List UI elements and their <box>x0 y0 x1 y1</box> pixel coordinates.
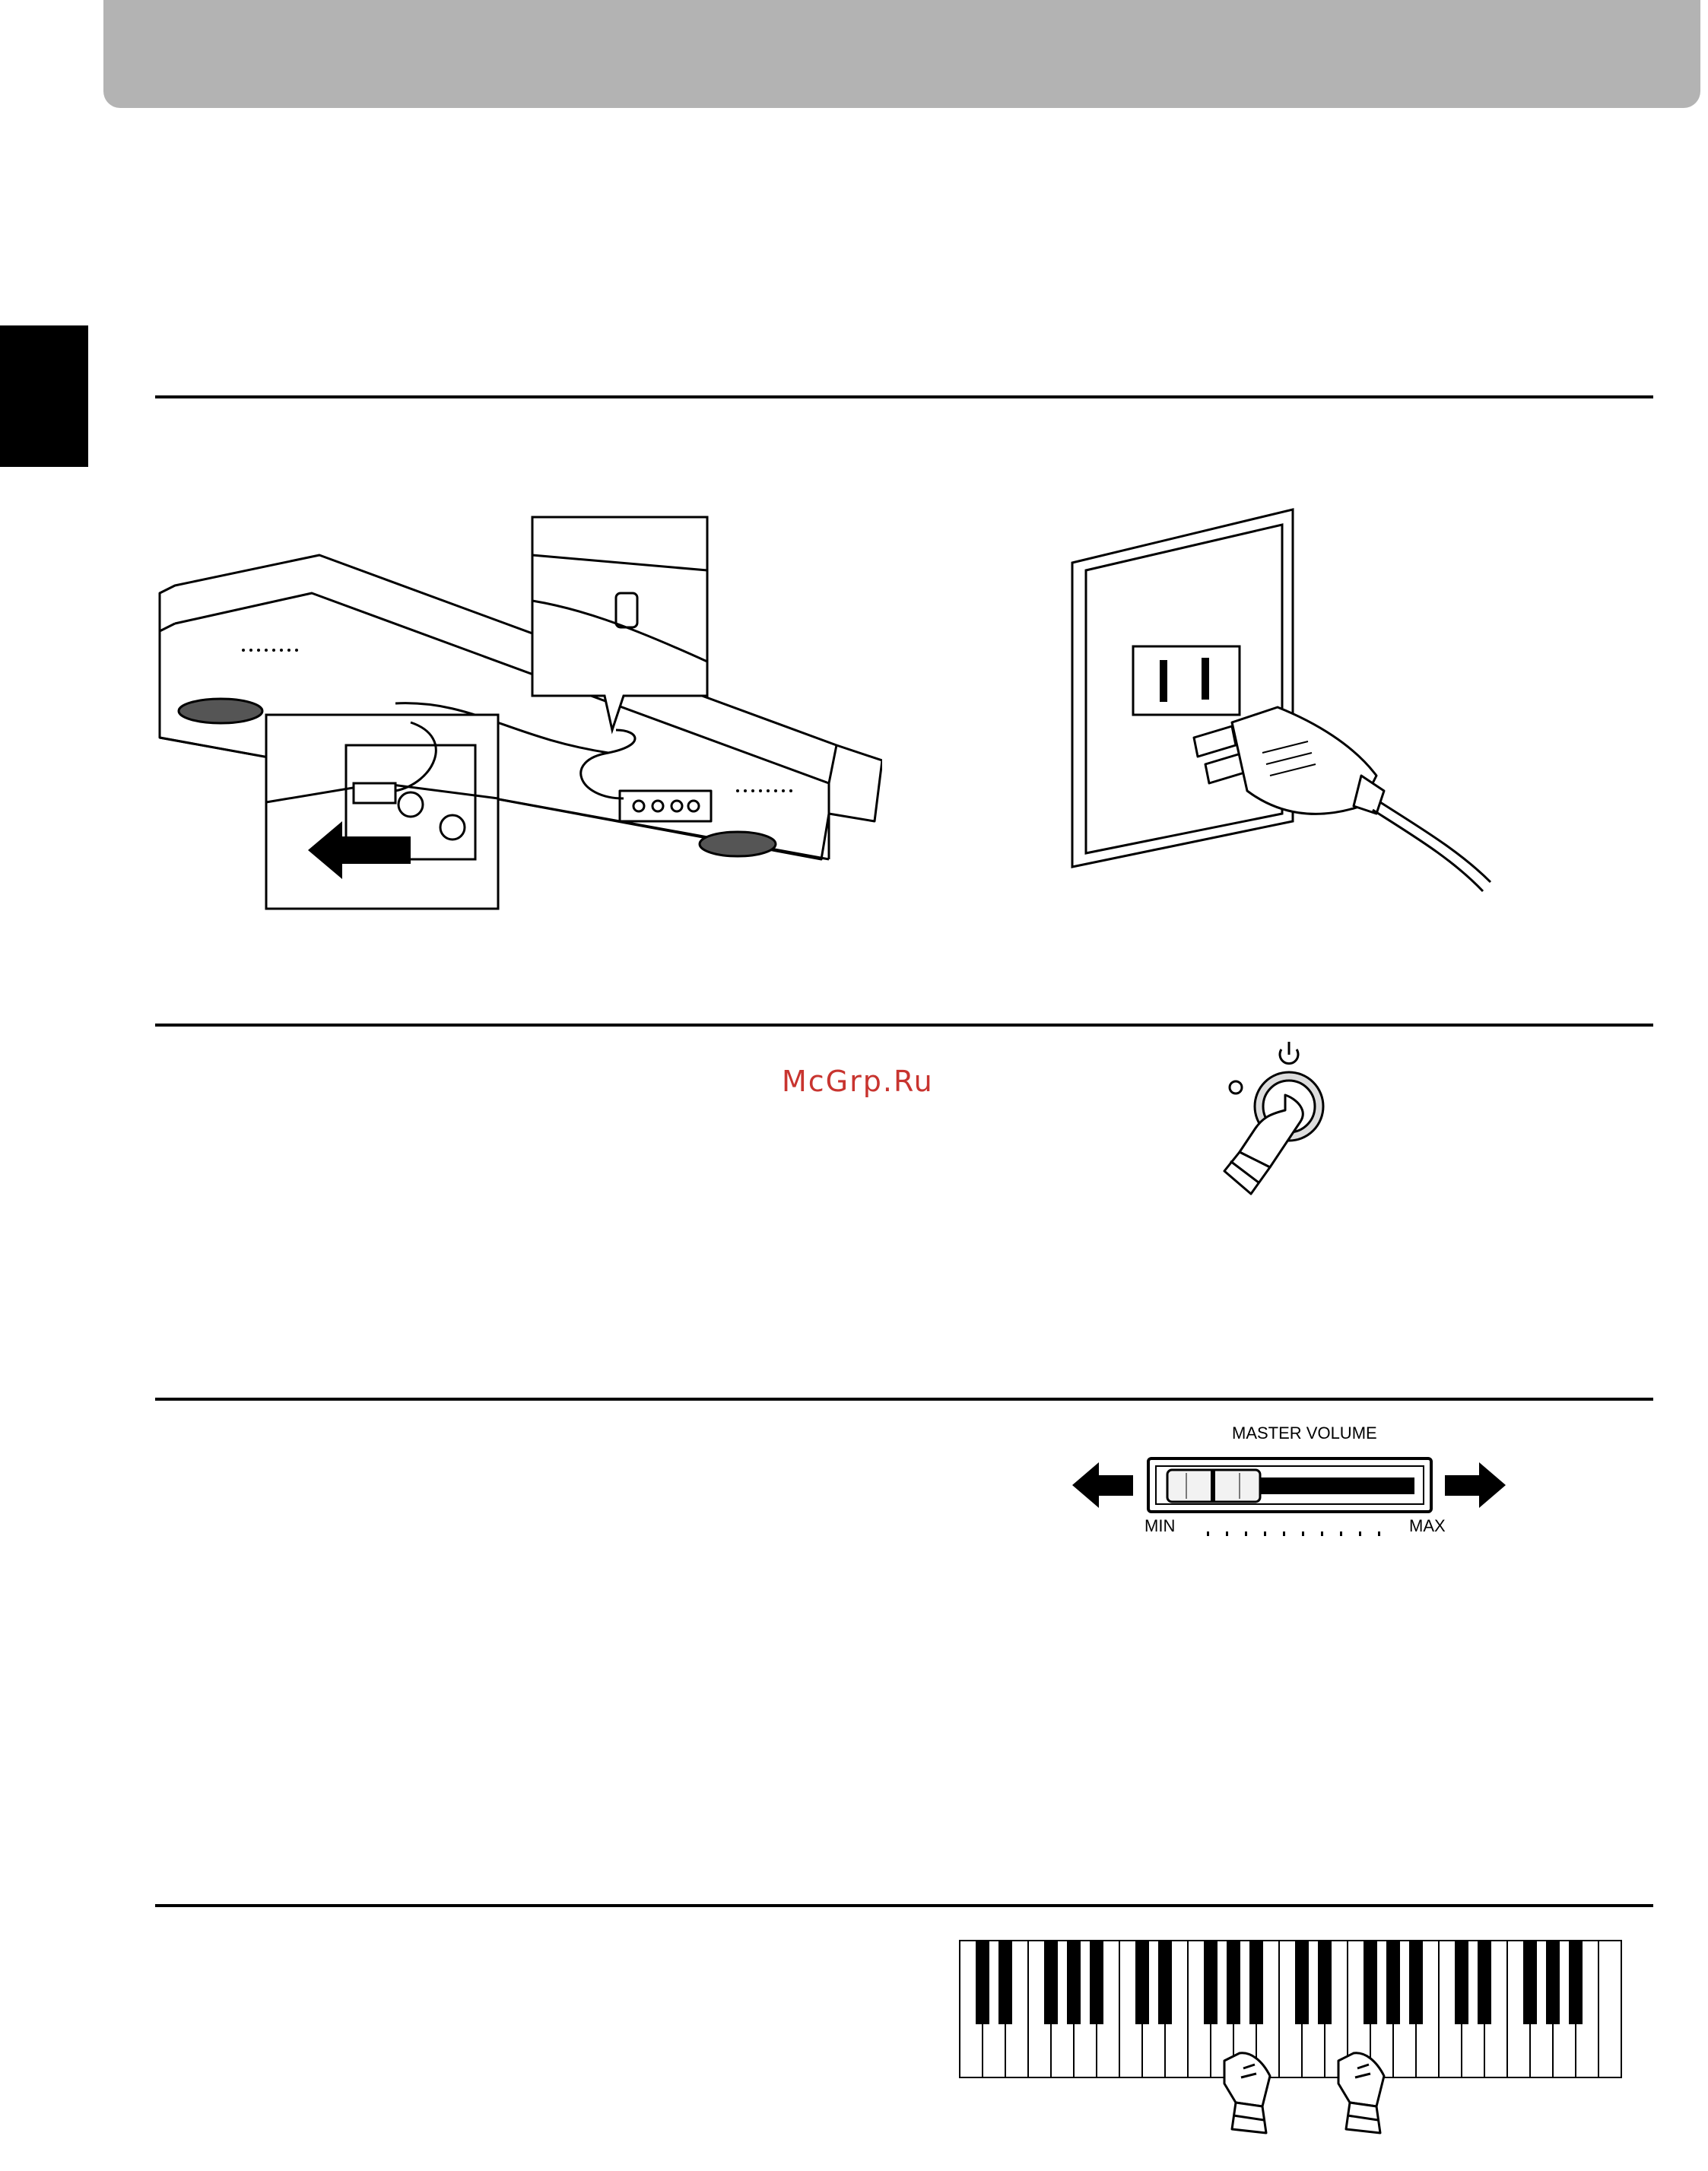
black-key <box>1295 1941 1309 2024</box>
watermark-text: McGrp.Ru <box>782 1065 934 1098</box>
arrow-left-icon <box>1072 1462 1133 1508</box>
black-key <box>1067 1941 1081 2024</box>
keyboard-illustration <box>958 1939 1627 2167</box>
section-divider <box>155 395 1653 398</box>
black-key <box>1364 1941 1377 2024</box>
black-key <box>1318 1941 1332 2024</box>
black-key <box>1135 1941 1149 2024</box>
section-divider <box>155 1398 1653 1401</box>
section-divider <box>155 1024 1653 1027</box>
volume-min-label: MIN <box>1144 1516 1176 1535</box>
black-key <box>1249 1941 1263 2024</box>
black-key <box>1569 1941 1583 2024</box>
black-key <box>1090 1941 1103 2024</box>
black-key <box>1227 1941 1240 2024</box>
black-key <box>976 1941 989 2024</box>
black-key <box>1478 1941 1491 2024</box>
volume-max-label: MAX <box>1409 1516 1446 1535</box>
black-key <box>998 1941 1012 2024</box>
black-key <box>1204 1941 1218 2024</box>
black-key <box>1546 1941 1560 2024</box>
black-key <box>1523 1941 1537 2024</box>
section-divider <box>155 1904 1653 1907</box>
wall-outlet-illustration <box>1065 502 1513 897</box>
piano-connection-illustration <box>152 509 882 913</box>
volume-title: MASTER VOLUME <box>1232 1424 1377 1443</box>
header-bar <box>103 0 1700 108</box>
power-icon <box>1280 1042 1298 1064</box>
black-key <box>1455 1941 1468 2024</box>
hand-icon <box>1338 2053 1384 2133</box>
power-button-illustration <box>1209 1038 1346 1213</box>
black-key <box>1044 1941 1058 2024</box>
black-key <box>1409 1941 1423 2024</box>
chapter-tab <box>0 325 88 467</box>
white-key <box>1598 1941 1621 2077</box>
master-volume-illustration <box>1065 1441 1513 1555</box>
arrow-right-icon <box>1445 1462 1506 1508</box>
hand-icon <box>1224 2053 1270 2133</box>
black-key <box>1158 1941 1172 2024</box>
black-key <box>1386 1941 1400 2024</box>
